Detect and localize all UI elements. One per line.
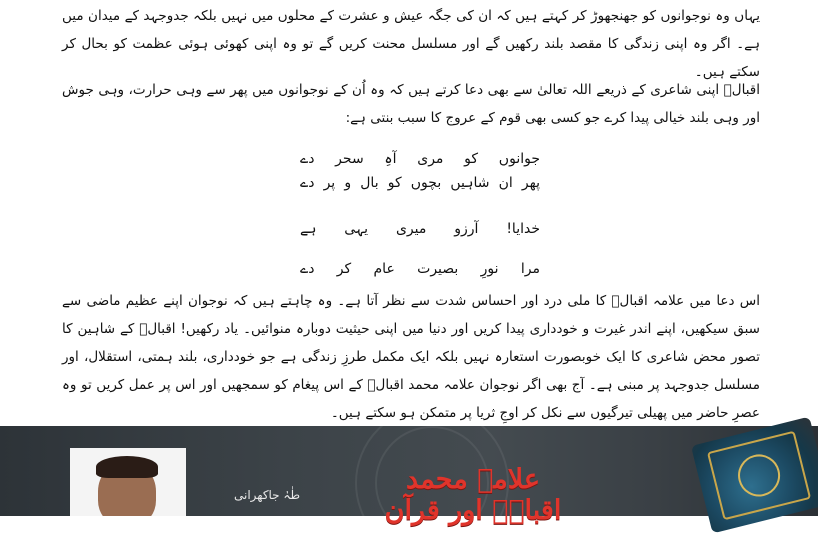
verse-line-3: خدایا! آرزو میری یہی ہے [300, 221, 540, 237]
author-hair [96, 456, 158, 478]
verse-line-1: جوانوں کو مری آہِ سحر دے [300, 151, 540, 167]
verse-line-2: پھر ان شاہیں بچوں کو بال و پر دے [300, 175, 540, 191]
article-paragraph-2: اقبالؒ اپنی شاعری کے ذریعے اللہ تعالیٰ سے بھی دعا کرتے ہیں کہ وہ اُن کے نوجوانوں میں پھر سے وہی حرارت، وہی جوش اور وہی بلند خیالی پیدا کرے جو کسی بھی قوم کے عروج کا سبب بنتی ہے: [62, 82, 760, 126]
article-title: علامہ محمد اقبالؒ اور قرآن [384, 464, 562, 526]
verse-line-4: مرا نورِ بصیرت عام کر دے [300, 261, 540, 277]
author-name: طٰہٰ جاکھرانی [233, 488, 300, 502]
article-paragraph-3: اس دعا میں علامہ اقبالؒ کا ملی درد اور احساس شدت سے نظر آتا ہے۔ وہ چاہتے ہیں کہ نوجوان اپنے عظیم ماضی سے سبق سیکھیں، اپنے اندر غیرت و خودداری پیدا کریں اور دنیا میں اپنی حیثیت دوبارہ منوائیں۔ یاد رکھیں! اقبالؒ کے شاہین کا تصور محض شاعری کا ایک خوبصورت استعارہ نہیں بلکہ ایک مکمل طرزِ زندگی ہے جو خودداری، بلند ہمتی، استقلال، اور مسلسل جدوجہد پر مبنی ہے۔ آج بھی اگر نوجوان علامہ محمد اقبالؒ کے اس پیغام کو سمجھیں اور اس پر عمل کریں تو وہ عصرِ حاضر میں پھیلی تیرگیوں سے نکل کر اوجِ ثریا پر متمکن ہو سکتے ہیں۔ [62, 293, 760, 421]
author-photo [70, 448, 186, 516]
article-paragraph-1: یہاں وہ نوجوانوں کو جھنجھوڑ کر کہتے ہیں کہ ان کی جگہ عیش و عشرت کے محلوں میں نہیں بلکہ جدوجہد کے میدان میں ہے۔ اگر وہ اپنی زندگی کا مقصد بلند رکھیں گے اور مسلسل محنت کریں گے تو وہ اپنی کھوئی ہوئی عظمت کو بحال کر سکتے ہیں۔ [62, 8, 760, 80]
